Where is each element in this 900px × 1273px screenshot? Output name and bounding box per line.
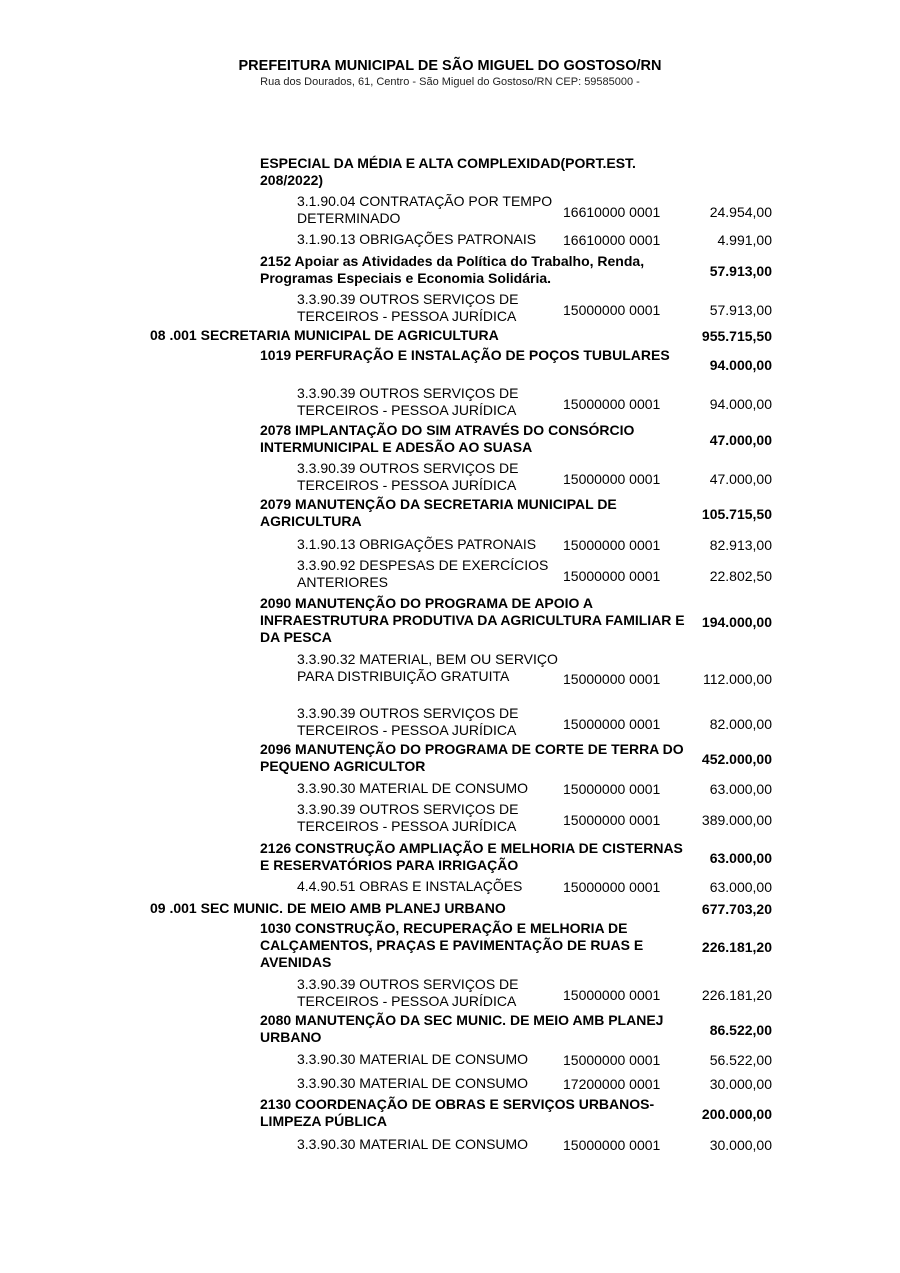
row-source-code: 15000000 0001 [563, 1137, 661, 1153]
item-row [0, 385, 900, 423]
row-value: 57.913,00 [709, 301, 772, 318]
row-description: 3.3.90.30 MATERIAL DE CONSUMO [297, 1136, 529, 1152]
row-source-code: 15000000 0001 [563, 537, 661, 553]
row-source-code: 16610000 0001 [563, 203, 661, 220]
row-description: ESPECIAL DA MÉDIA E ALTA COMPLEXIDAD(PORT.EST. 208/2022) [260, 155, 636, 188]
item-row [0, 651, 900, 707]
row-description: 2079 MANUTENÇÃO DA SECRETARIA MUNICIPAL DE AGRICULTURA [260, 496, 617, 529]
row-value: 30.000,00 [709, 1076, 772, 1092]
item-row [0, 1136, 900, 1155]
row-source-code: 17200000 0001 [563, 1076, 661, 1092]
item-row [0, 231, 900, 250]
row-value: 47.000,00 [709, 470, 772, 487]
item-row [0, 460, 900, 498]
action-row [0, 347, 900, 383]
item-row [0, 705, 900, 743]
row-description: 3.1.90.13 OBRIGAÇÕES PATRONAIS [297, 536, 537, 552]
item-row [0, 1075, 900, 1094]
row-description: 3.3.90.39 OUTROS SERVIÇOS DE TERCEIROS - PESSOA JURÍDICA [297, 460, 519, 493]
row-description: 2152 Apoiar as Atividades da Política do Trabalho, Renda, Programas Especiais e Economia Solidária. [260, 253, 645, 286]
row-description: 2078 IMPLANTAÇÃO DO SIM ATRAVÉS DO CONSÓRCIO INTERMUNICIPAL E ADESÃO AO SUASA [260, 422, 635, 455]
row-description: 3.3.90.39 OUTROS SERVIÇOS DE TERCEIROS - PESSOA JURÍDICA [297, 705, 519, 738]
row-value: 194.000,00 [701, 613, 772, 630]
row-source-code: 16610000 0001 [563, 232, 661, 248]
action-row [0, 741, 900, 777]
row-description: 1030 CONSTRUÇÃO, RECUPERAÇÃO E MELHORIA DE CALÇAMENTOS, PRAÇAS E PAVIMENTAÇÃO DE RUAS E AVENIDAS [260, 920, 644, 970]
row-description: 3.1.90.13 OBRIGAÇÕES PATRONAIS [297, 231, 537, 247]
action-row [0, 840, 900, 876]
row-description: 3.3.90.30 MATERIAL DE CONSUMO [297, 1075, 529, 1091]
row-source-code: 15000000 0001 [563, 781, 661, 797]
row-source-code: 15000000 0001 [563, 470, 661, 487]
section-row [0, 327, 900, 346]
row-value: 677.703,20 [701, 901, 772, 917]
item-row [0, 557, 900, 595]
row-description: 2090 MANUTENÇÃO DO PROGRAMA DE APOIO A INFRAESTRUTURA PRODUTIVA DA AGRICULTURA FAMILIAR E DA PESCA [260, 595, 685, 645]
row-source-code: 15000000 0001 [563, 986, 661, 1003]
row-value: 22.802,50 [709, 567, 772, 584]
section-row [0, 900, 900, 919]
row-value: 30.000,00 [709, 1137, 772, 1153]
row-source-code: 15000000 0001 [563, 567, 661, 584]
row-value: 57.913,00 [709, 262, 772, 279]
row-value: 226.181,20 [701, 938, 772, 955]
action-row [0, 920, 900, 974]
action-row [0, 496, 900, 532]
row-value: 56.522,00 [709, 1052, 772, 1068]
row-value: 82.000,00 [709, 715, 772, 732]
row-description: 2126 CONSTRUÇÃO AMPLIAÇÃO E MELHORIA DE CISTERNAS E RESERVATÓRIOS PARA IRRIGAÇÃO [260, 840, 683, 873]
row-description: 2130 COORDENAÇÃO DE OBRAS E SERVIÇOS URBANOS-LIMPEZA PÚBLICA [260, 1096, 655, 1129]
row-description: 3.3.90.32 MATERIAL, BEM OU SERVIÇO PARA DISTRIBUIÇÃO GRATUITA [297, 651, 558, 684]
row-value: 47.000,00 [709, 431, 772, 448]
row-value: 112.000,00 [702, 670, 772, 687]
row-value: 94.000,00 [709, 356, 772, 373]
action-row [0, 1012, 900, 1048]
row-source-code: 15000000 0001 [563, 811, 661, 828]
row-source-code: 15000000 0001 [563, 301, 661, 318]
header-title: PREFEITURA MUNICIPAL DE SÃO MIGUEL DO GOSTOSO/RN [238, 58, 662, 74]
row-description: 3.1.90.04 CONTRATAÇÃO POR TEMPO DETERMINADO [297, 193, 553, 226]
row-source-code: 15000000 0001 [563, 670, 661, 687]
row-value: 389.000,00 [701, 811, 772, 828]
row-source-code: 15000000 0001 [563, 1052, 661, 1068]
item-row [0, 878, 900, 897]
row-description: 3.3.90.39 OUTROS SERVIÇOS DE TERCEIROS - PESSOA JURÍDICA [297, 976, 519, 1009]
item-row [0, 193, 900, 231]
row-source-code: 15000000 0001 [563, 879, 661, 895]
action-row [0, 595, 900, 649]
row-description: 3.3.90.39 OUTROS SERVIÇOS DE TERCEIROS - PESSOA JURÍDICA [297, 385, 519, 418]
row-value: 63.000,00 [709, 849, 772, 866]
row-description: 1019 PERFURAÇÃO E INSTALAÇÃO DE POÇOS TUBULARES [260, 347, 670, 363]
row-value: 452.000,00 [701, 750, 772, 767]
item-row [0, 801, 900, 839]
row-description: 3.3.90.92 DESPESAS DE EXERCÍCIOS ANTERIORES [297, 557, 549, 590]
row-value: 94.000,00 [709, 395, 772, 412]
item-row [0, 291, 900, 329]
row-value: 105.715,50 [701, 505, 772, 522]
row-description: 3.3.90.30 MATERIAL DE CONSUMO [297, 780, 529, 796]
row-value: 955.715,50 [701, 328, 772, 344]
row-value: 63.000,00 [709, 879, 772, 895]
row-source-code: 15000000 0001 [563, 715, 661, 732]
item-row [0, 780, 900, 799]
action-row [0, 253, 900, 289]
row-description: 2096 MANUTENÇÃO DO PROGRAMA DE CORTE DE TERRA DO PEQUENO AGRICULTOR [260, 741, 684, 774]
row-value: 226.181,20 [701, 986, 772, 1003]
action-row [0, 1096, 900, 1132]
row-description: 4.4.90.51 OBRAS E INSTALAÇÕES [297, 878, 523, 894]
row-value: 24.954,00 [709, 203, 772, 220]
row-value: 82.913,00 [709, 537, 772, 553]
item-row [0, 1051, 900, 1070]
row-description: 08 .001 SECRETARIA MUNICIPAL DE AGRICULTURA [150, 327, 499, 343]
row-source-code: 15000000 0001 [563, 395, 661, 412]
row-value: 86.522,00 [709, 1021, 772, 1038]
row-value: 63.000,00 [709, 781, 772, 797]
action-row [0, 155, 900, 191]
row-value: 4.991,00 [717, 232, 772, 248]
row-description: 2080 MANUTENÇÃO DA SEC MUNIC. DE MEIO AMB PLANEJ URBANO [260, 1012, 664, 1045]
header-address: Rua dos Dourados, 61, Centro - São Miguel do Gostoso/RN CEP: 59585000 - [260, 76, 640, 88]
row-description: 3.3.90.30 MATERIAL DE CONSUMO [297, 1051, 529, 1067]
row-value: 200.000,00 [701, 1105, 772, 1122]
action-row [0, 422, 900, 458]
row-description: 09 .001 SEC MUNIC. DE MEIO AMB PLANEJ URBANO [150, 900, 506, 916]
item-row [0, 976, 900, 1014]
item-row [0, 536, 900, 555]
row-description: 3.3.90.39 OUTROS SERVIÇOS DE TERCEIROS - PESSOA JURÍDICA [297, 291, 519, 324]
row-description: 3.3.90.39 OUTROS SERVIÇOS DE TERCEIROS - PESSOA JURÍDICA [297, 801, 519, 834]
